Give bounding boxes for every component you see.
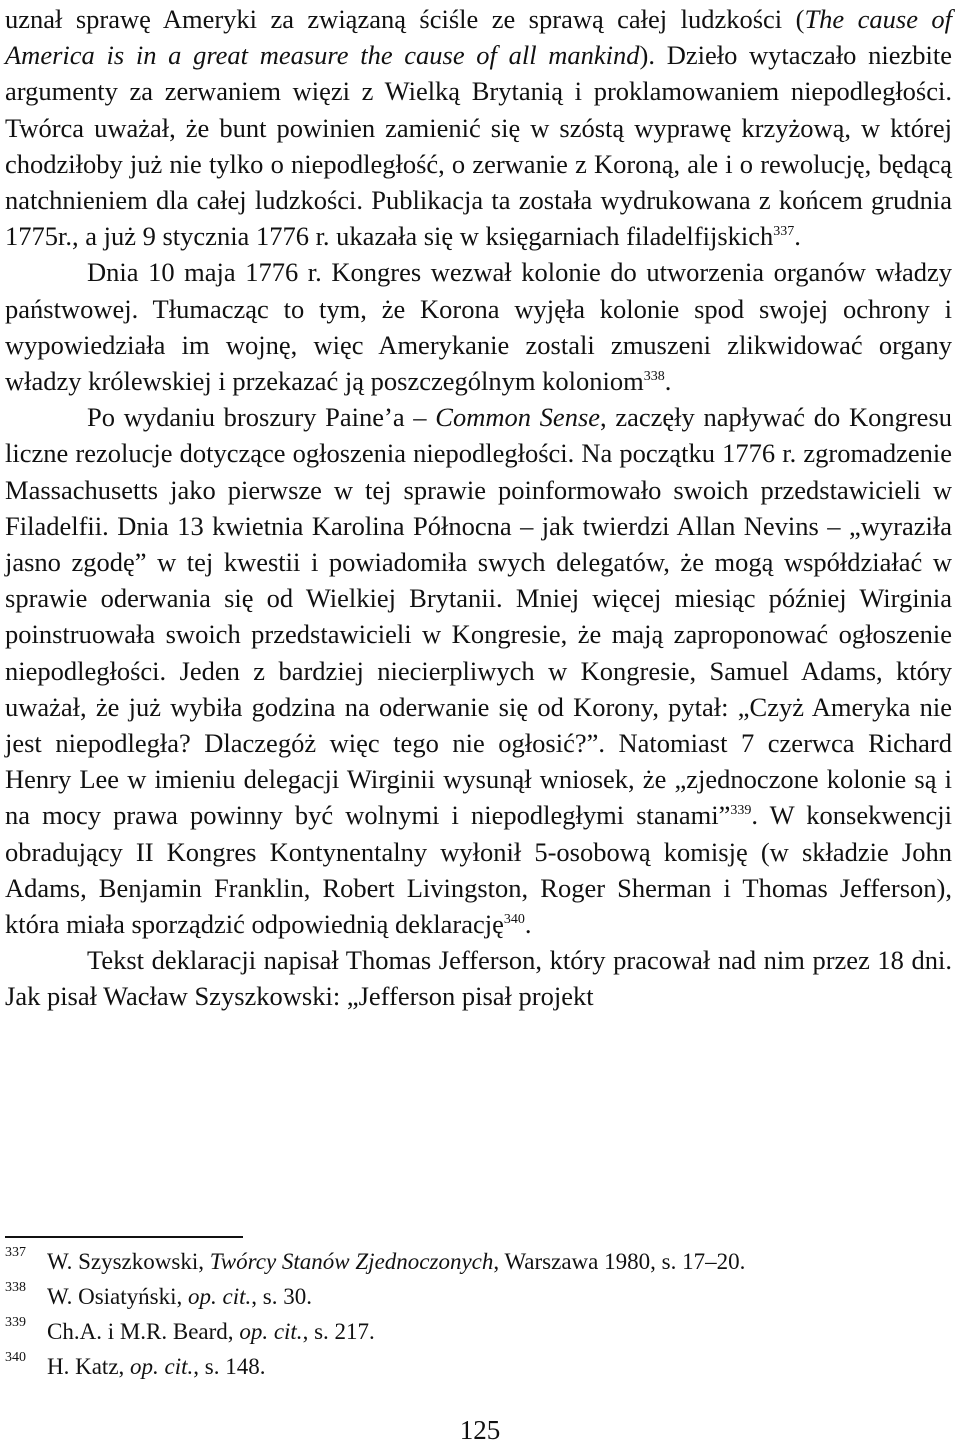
text-run: .: [664, 366, 672, 397]
text-run: , s. 148.: [193, 1354, 266, 1379]
paragraph: [5, 399, 952, 942]
paragraph: [5, 254, 952, 399]
italic-text: op. cit.: [239, 1319, 303, 1344]
text-run: . W konsekwencji obradujący II Kongres Kontynentalny wyłonił 5-osobową komisję (w składzie John Adams, Benjamin Franklin, Robert Livingston, Roger Sherman i Thomas Jefferson), która miała sporządzić odpowiednią deklarację: [5, 800, 953, 940]
footnote-number: 339: [5, 1315, 26, 1330]
italic-text: op. cit.: [188, 1284, 252, 1309]
footnote-reference: 338: [643, 369, 665, 385]
text-run: H. Katz,: [47, 1354, 131, 1379]
text-run: ). Dzieło wytaczało niezbite argumenty za zerwaniem więzi z Wielką Brytanią i proklamowaniem niepodległości. Twórca uważał, że bunt powinien zamienić się w szóstą wyprawę krzyżową, w której chodziłoby już nie tylko o niepodległość, o zerwanie z Koroną, ale i o rewolucję, będącą natchnieniem dla całej ludzkości. Publikacja ta została wydrukowana z końcem grudnia 1775r., a już 9 stycznia 1776 r. ukazała się w księgarniach filadelfijskich: [5, 40, 952, 252]
italic-text: op. cit.: [130, 1354, 194, 1379]
text-run: W. Szyszkowski,: [47, 1249, 210, 1274]
footnote: [5, 1279, 952, 1314]
text-run: W. Osiatyński,: [47, 1284, 188, 1309]
italic-text: The cause of America is in a great measure the cause of all mankind: [5, 4, 953, 71]
footnote-number: 337: [5, 1245, 26, 1260]
text-run: Dnia 10 maja 1776 r. Kongres wezwał kolonie do utworzenia organów władzy państwowej. Tłumacząc to tym, że Korona wyjęła kolonie spod swojej ochrony i wypowiedziała im wojnę, więc Amerykanie zostali zmuszeni zlikwidować organy władzy królewskiej i przekazać ją poszczególnym koloniom: [5, 257, 952, 397]
footnote-text: [47, 1314, 375, 1349]
paragraph: [5, 942, 952, 1014]
italic-text: Common Sense: [435, 402, 601, 433]
text-run: Po wydaniu broszury Paine’a –: [87, 402, 436, 433]
footnote-number: 340: [5, 1350, 26, 1365]
text-run: .: [794, 221, 801, 252]
footnote-separator: [5, 1236, 243, 1238]
footnotes: [5, 1244, 952, 1384]
footnote-reference: 337: [773, 224, 795, 240]
text-run: Tekst deklaracji napisał Thomas Jefferson, który pracował nad nim przez 18 dni. Jak pisał Wacław Szyszkowski: „Jefferson pisał projekt: [5, 945, 952, 1012]
text-run: , zaczęły napływać do Kongresu liczne rezolucje dotyczące ogłoszenia niepodległości. Na początku 1776 r. zgromadzenie Massachusetts jako pierwsze w tej sprawie poinformowało swoich przedstawicieli w Filadelfii. Dnia 13 kwietnia Karolina Północna – jak twierdzi Allan Nevins – „wyraziła jasno zgodę” w tej kwestii i powiadomiła swych delegatów, że mogą współdziałać w sprawie oderwania się od Wielkiej Brytanii. Mniej więcej miesiąc później Wirginia poinstruowała swoich przedstawicieli w Kongresie, że mają zaproponować ogłoszenie niepodległości. Jeden z bardziej niecierpliwych w Kongresie, Samuel Adams, który uważał, że już wybiła godzina na oderwanie się od Korony, pytał: „Czyż Ameryka nie jest niepodległa? Dlaczegóż więc tego nie ogłosić?”. Natomiast 7 czerwca Richard Henry Lee w imieniu delegacji Wirginii wysunął wniosek, że „zjednoczone kolonie są i na mocy prawa powinny być wolnymi i niepodległymi stanami”: [5, 402, 953, 831]
footnote-text: [47, 1244, 745, 1279]
footnote-reference: 340: [503, 912, 525, 928]
text-run: , s. 30.: [251, 1284, 312, 1309]
footnote: [5, 1314, 952, 1349]
footnote-number: 338: [5, 1280, 26, 1295]
text-run: , Warszawa 1980, s. 17–20.: [493, 1249, 746, 1274]
footnote: [5, 1349, 952, 1384]
paragraph: [5, 1, 952, 254]
text-run: Ch.A. i M.R. Beard,: [47, 1319, 240, 1344]
italic-text: Twórcy Stanów Zjednoczonych: [209, 1249, 494, 1274]
text-run: uznał sprawę Ameryki za związaną ściśle ze sprawą całej ludzkości (: [5, 4, 805, 34]
footnote-text: [47, 1279, 312, 1314]
page-body: [5, 0, 952, 1015]
footnote-reference: 339: [730, 803, 752, 819]
text-run: .: [524, 909, 532, 940]
footnote: [5, 1244, 952, 1279]
text-run: , s. 217.: [302, 1319, 375, 1344]
footnote-text: [47, 1349, 265, 1384]
page-number: 125: [459, 1415, 501, 1445]
